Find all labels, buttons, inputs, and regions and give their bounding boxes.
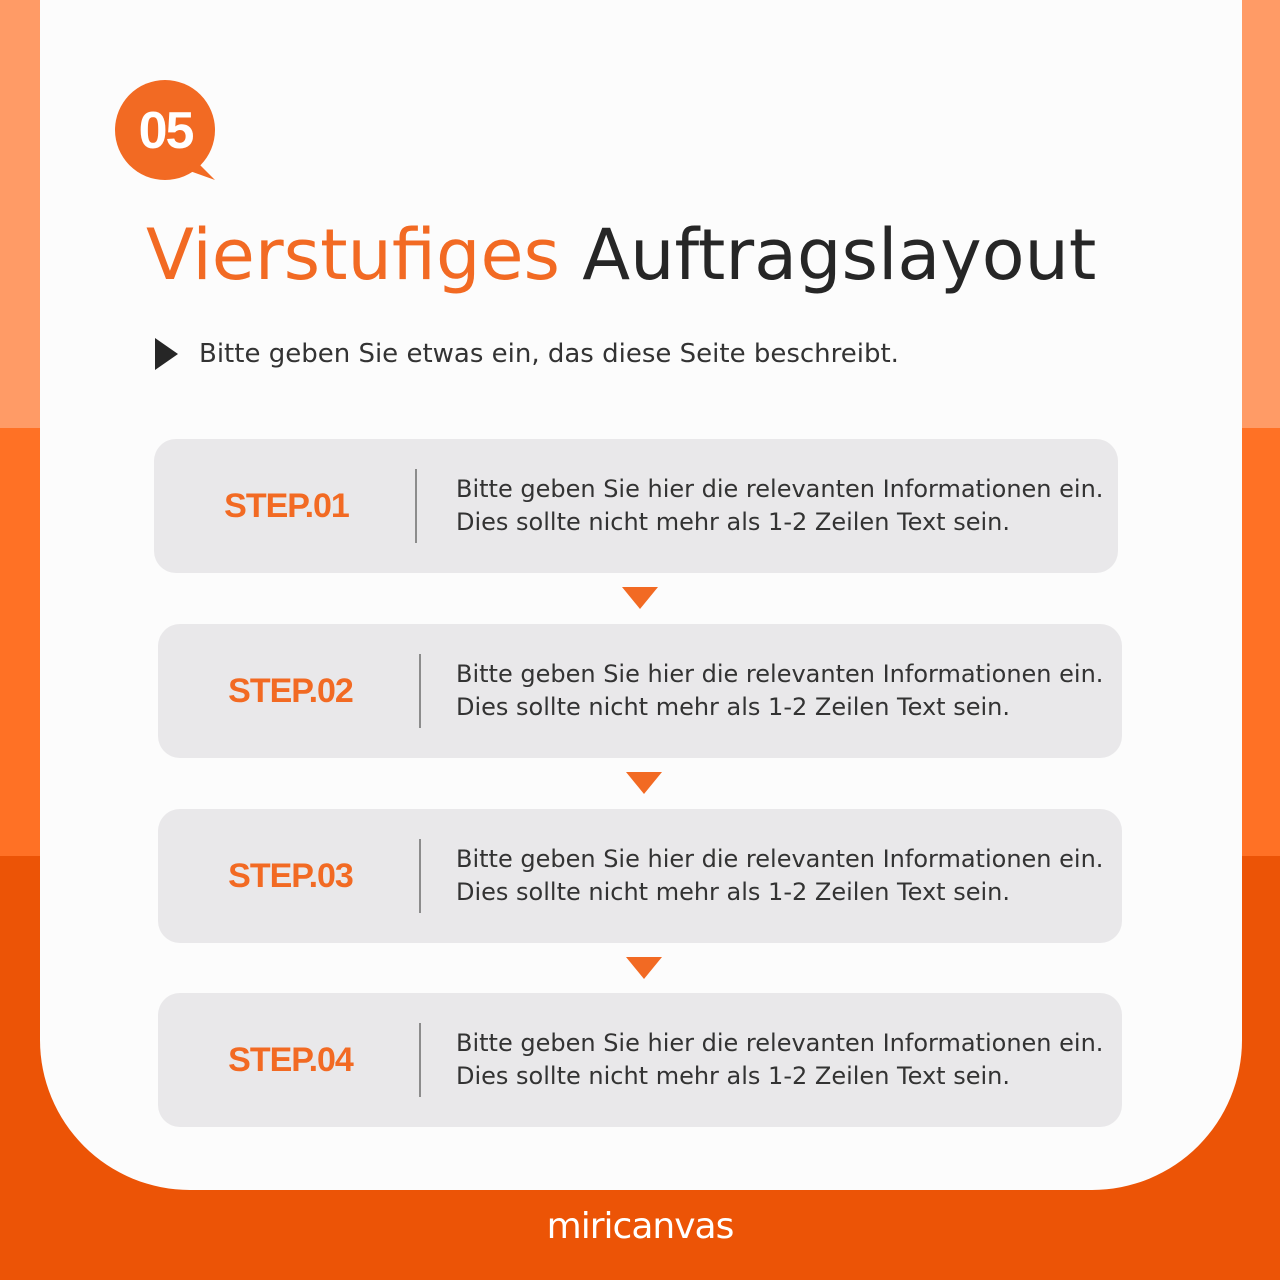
play-triangle-icon xyxy=(155,338,178,370)
step-label: STEP.01 xyxy=(224,486,349,525)
step-line: Dies sollte nicht mehr als 1-2 Zeilen Text sein. xyxy=(456,508,1010,536)
step-card xyxy=(154,439,1118,573)
step-line: Bitte geben Sie hier die relevanten Informationen ein. xyxy=(456,1029,1104,1057)
step-line: Dies sollte nicht mehr als 1-2 Zeilen Text sein. xyxy=(456,878,1010,906)
page-title xyxy=(146,210,1096,300)
step-label: STEP.02 xyxy=(228,671,353,710)
step-line: Bitte geben Sie hier die relevanten Informationen ein. xyxy=(456,475,1104,503)
title-rest: Auftragslayout xyxy=(582,214,1097,296)
step-divider xyxy=(419,1023,421,1097)
subtitle: Bitte geben Sie etwas ein, das diese Seite beschreibt. xyxy=(199,339,899,369)
down-arrow-icon xyxy=(626,957,662,979)
step-description xyxy=(456,993,1106,1127)
step-card xyxy=(158,624,1122,758)
step-divider xyxy=(419,839,421,913)
subtitle-row xyxy=(155,334,899,374)
step-description xyxy=(456,439,1106,573)
step-description xyxy=(456,624,1106,758)
step-description xyxy=(456,809,1106,943)
step-line: Dies sollte nicht mehr als 1-2 Zeilen Text sein. xyxy=(456,1062,1010,1090)
step-divider xyxy=(415,469,417,543)
step-card xyxy=(158,993,1122,1127)
page-number-badge xyxy=(115,80,216,181)
step-label: STEP.04 xyxy=(228,1040,353,1079)
page-number: 05 xyxy=(138,101,193,160)
down-arrow-icon xyxy=(626,772,662,794)
step-card xyxy=(158,809,1122,943)
step-label: STEP.03 xyxy=(228,856,353,895)
step-line: Dies sollte nicht mehr als 1-2 Zeilen Text sein. xyxy=(456,693,1010,721)
step-divider xyxy=(419,654,421,728)
down-arrow-icon xyxy=(622,587,658,609)
step-line: Bitte geben Sie hier die relevanten Informationen ein. xyxy=(456,660,1104,688)
brand-logo: miricanvas xyxy=(546,1206,734,1247)
step-line: Bitte geben Sie hier die relevanten Informationen ein. xyxy=(456,845,1104,873)
title-accent: Vierstufiges xyxy=(146,214,560,296)
